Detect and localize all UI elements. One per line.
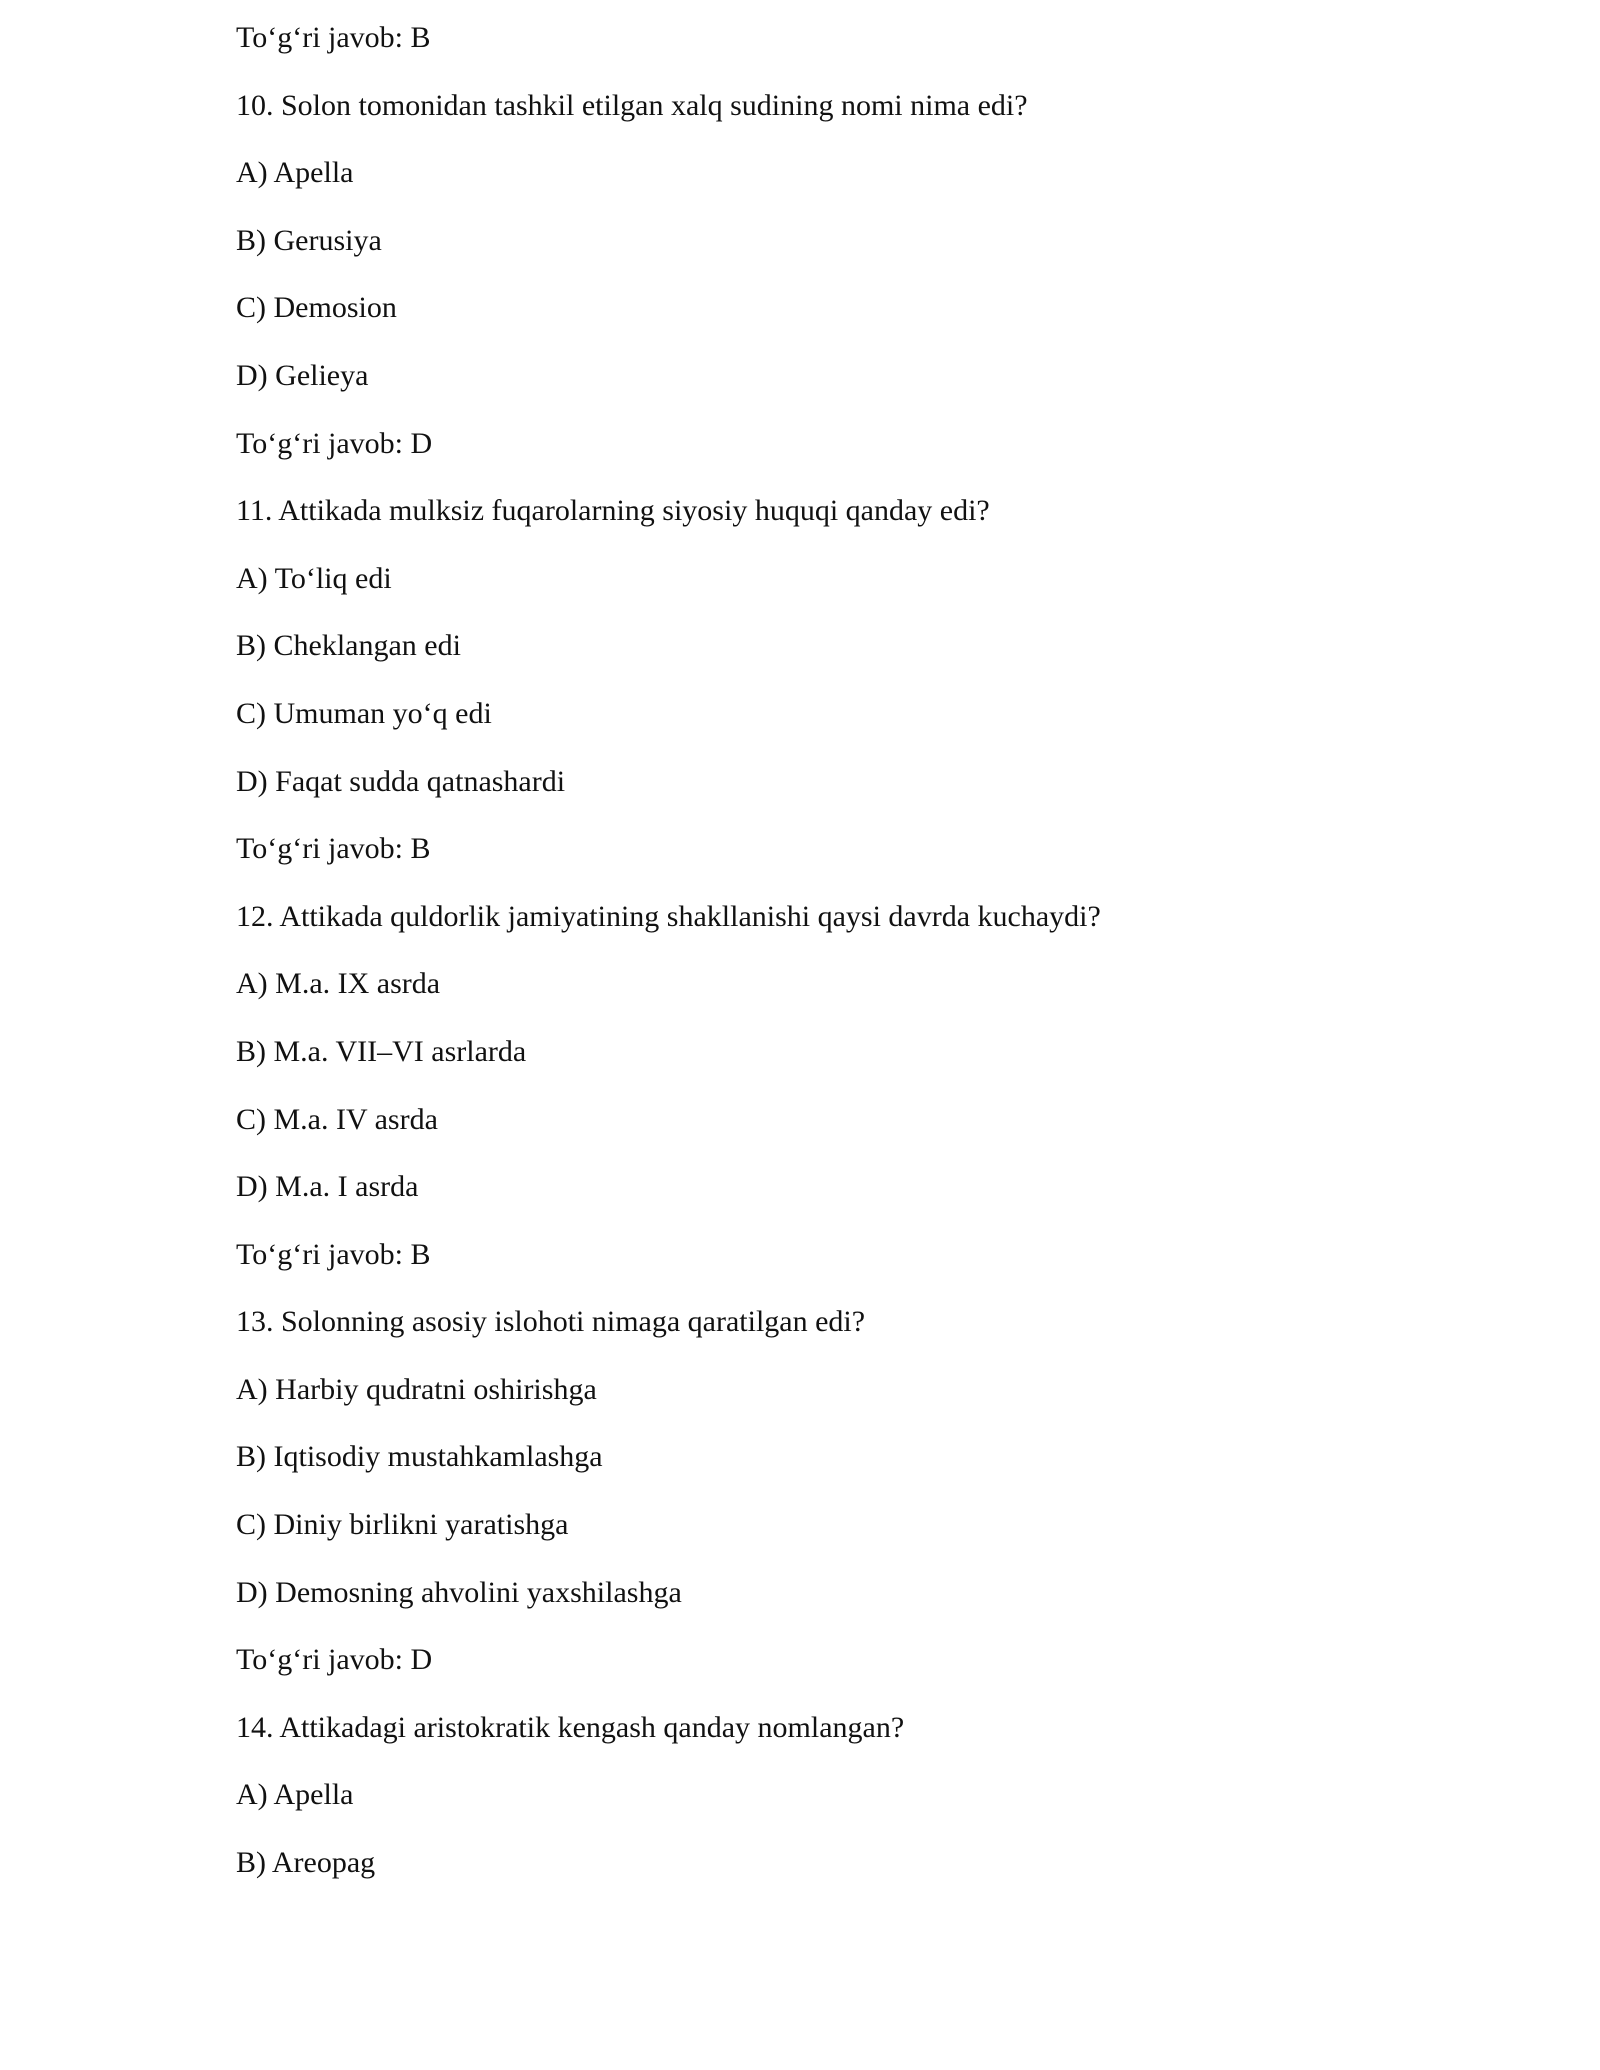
question-13-option-d: D) Demosning ahvolini yaxshilashga xyxy=(236,1575,682,1609)
question-10-option-d: D) Gelieya xyxy=(236,358,369,392)
question-13: 13. Solonning asosiy islohoti nimaga qaratilgan edi? xyxy=(236,1305,866,1339)
question-13-option-c: C) Diniy birlikni yaratishga xyxy=(236,1508,569,1542)
question-10-option-c: C) Demosion xyxy=(236,291,397,325)
question-14-option-b: B) Areopag xyxy=(236,1846,376,1880)
question-11-option-d: D) Faqat sudda qatnashardi xyxy=(236,764,566,798)
question-12: 12. Attikada quldorlik jamiyatining shakllanishi qaysi davrda kuchaydi? xyxy=(236,899,1101,933)
question-12-option-d: D) M.a. I asrda xyxy=(236,1170,419,1204)
question-11-option-b: B) Cheklangan edi xyxy=(236,629,461,663)
question-11-option-c: C) Umuman yo‘q edi xyxy=(236,696,492,730)
question-14: 14. Attikadagi aristokratik kengash qanday nomlangan? xyxy=(236,1710,905,1744)
question-10-option-a: A) Apella xyxy=(236,156,354,190)
answer-line-12: To‘g‘ri javob: B xyxy=(236,1237,431,1271)
question-10-option-b: B) Gerusiya xyxy=(236,223,382,257)
answer-line-9: To‘g‘ri javob: B xyxy=(236,21,431,54)
document-body xyxy=(236,10,1536,1903)
question-13-option-a: A) Harbiy qudratni oshirishga xyxy=(236,1372,597,1406)
answer-line-13: To‘g‘ri javob: D xyxy=(236,1643,433,1677)
answer-line-10: To‘g‘ri javob: D xyxy=(236,426,433,460)
question-12-option-c: C) M.a. IV asrda xyxy=(236,1102,438,1136)
question-13-option-b: B) Iqtisodiy mustahkamlashga xyxy=(236,1440,603,1474)
question-12-option-b: B) M.a. VII–VI asrlarda xyxy=(236,1034,527,1068)
question-11: 11. Attikada mulksiz fuqarolarning siyosiy huquqi qanday edi? xyxy=(236,494,990,528)
question-12-option-a: A) M.a. IX asrda xyxy=(236,967,441,1001)
answer-line-11: To‘g‘ri javob: B xyxy=(236,832,431,866)
question-11-option-a: A) To‘liq edi xyxy=(236,561,392,595)
question-14-option-a: A) Apella xyxy=(236,1778,354,1812)
question-10: 10. Solon tomonidan tashkil etilgan xalq sudining nomi nima edi? xyxy=(236,88,1028,122)
